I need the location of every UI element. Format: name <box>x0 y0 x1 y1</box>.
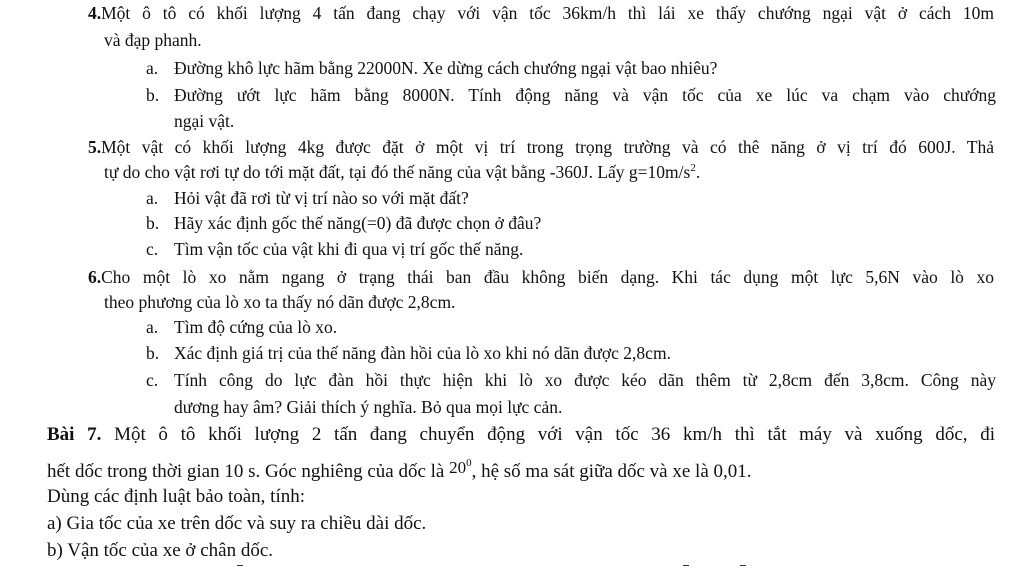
q4-a-text: Đường khô lực hãm bằng 22000N. Xe dừng cách chướng ngại vật bao nhiêu? <box>174 58 718 78</box>
q5-c-label: c. <box>146 239 159 259</box>
q4-b-line2: ngại vật. <box>174 111 235 131</box>
cutoff-text-fragments <box>0 563 1024 570</box>
q4-b-label: b. <box>146 85 160 105</box>
q7-line2-text: hết dốc trong thời gian 10 s. Góc nghiêng của dốc là <box>47 461 450 482</box>
q7-line2 <box>47 456 752 484</box>
q7-line3: Dùng các định luật bảo toàn, tính: <box>47 486 306 507</box>
q5-exponent: 2 <box>690 162 696 174</box>
q7-angle <box>449 458 472 477</box>
q4-b-line1: Đường ướt lực hãm bằng 8000N. Tính động năng và vận tốc của xe lúc va chạm vào chướng <box>174 85 996 105</box>
q6-stem-line2: theo phương của lò xo ta thấy nó dãn được 2,8cm. <box>104 292 456 312</box>
q6-c-label: c. <box>146 370 159 390</box>
q5-a-label: a. <box>146 188 159 208</box>
q7-angle-value: 20 <box>449 458 467 477</box>
q7-part-b: b) Vận tốc của xe ở chân dốc. <box>47 540 273 561</box>
q4-number: 4. <box>88 3 102 23</box>
q7-line2-rest: , hệ số ma sát giữa dốc và xe là 0,01. <box>471 461 752 482</box>
cutoff-mark <box>683 565 689 570</box>
q6-a-label: a. <box>146 317 159 337</box>
q5-stem-text: Một vật có khối lượng 4kg được đặt ở một vị trí trong trọng trường và có thê năng ở vị trí đó 600J. Thả <box>101 137 994 157</box>
q5-b-text: Hãy xác định gốc thế năng(=0) đã được chọn ở đâu? <box>174 213 542 233</box>
q4-a-label: a. <box>146 58 159 78</box>
q5-b-label: b. <box>146 213 160 233</box>
q6-a-text: Tìm độ cứng của lò xo. <box>174 317 338 337</box>
q5-number: 5. <box>88 137 102 157</box>
q4-stem-line2: và đạp phanh. <box>104 30 202 50</box>
q7-line1-text: Một ô tô khối lượng 2 tấn đang chuyển động với vận tốc 36 km/h thì tắt máy và xuống dốc, đi <box>114 424 995 445</box>
q7-degree: 0 <box>466 457 472 469</box>
q5-a-text: Hỏi vật đã rơi từ vị trí nào so với mặt đất? <box>174 188 469 208</box>
q6-c-line2: dương hay âm? Giải thích ý nghĩa. Bỏ qua mọi lực cản. <box>174 397 563 417</box>
q5-period: . <box>695 162 701 182</box>
q5-stem-line2-text: tự do cho vật rơi tự do tới mặt đất, tại đó thế năng của vật bằng -360J. Lấy g=10m/s <box>104 162 691 182</box>
cutoff-mark <box>740 565 746 570</box>
q5-stem-line2 <box>104 161 700 183</box>
q6-b-label: b. <box>146 343 160 363</box>
q6-number: 6. <box>88 267 102 287</box>
q6-b-text: Xác định giá trị của thế năng đàn hồi của lò xo khi nó dãn được 2,8cm. <box>174 343 671 363</box>
q4-stem-line1 <box>88 2 994 24</box>
q6-stem-text: Cho một lò xo nằm ngang ở trạng thái ban đầu không biến dạng. Khi tác dụng một lực 5,6N vào lò xo <box>101 267 994 287</box>
q5-stem-line1 <box>88 136 994 158</box>
q5-c-text: Tìm vận tốc của vật khi đi qua vị trí gốc thế năng. <box>174 239 524 259</box>
q7-line1 <box>47 423 995 447</box>
cutoff-mark <box>237 565 243 570</box>
q6-c-line1: Tính công do lực đàn hồi thực hiện khi lò xo được kéo dãn thêm từ 2,8cm đến 3,8cm. Công này <box>174 370 996 390</box>
q4-stem-text: Một ô tô có khối lượng 4 tấn đang chạy với vận tốc 36km/h thì lái xe thấy chướng ngại vật ở cách 10m <box>101 3 994 23</box>
q7-part-a: a) Gia tốc của xe trên dốc và suy ra chiều dài dốc. <box>47 513 427 534</box>
q6-stem-line1 <box>88 266 994 288</box>
q7-title: Bài 7. <box>47 424 102 445</box>
